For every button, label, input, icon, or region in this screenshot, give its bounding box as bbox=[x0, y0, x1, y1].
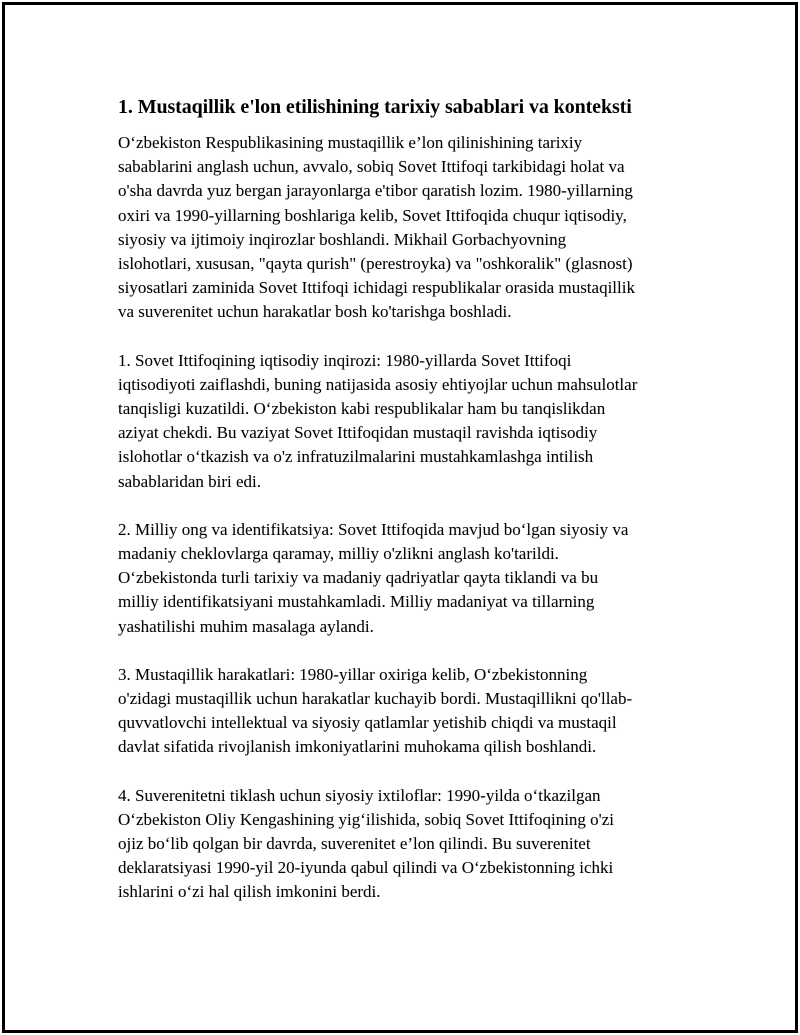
text-line: ojiz bo‘lib qolgan bir davrda, suverenitet e’lon qilindi. Bu suverenitet bbox=[118, 834, 591, 854]
intro-paragraph bbox=[118, 131, 698, 325]
text-line: quvvatlovchi intellektual va siyosiy qatlamlar yetishib chiqdi va mustaqil bbox=[118, 713, 617, 733]
text-line: islohotlar o‘tkazish va o'z infratuzilmalarini mustahkamlashga intilish bbox=[118, 447, 594, 467]
text-line: siyosiy va ijtimoiy inqirozlar boshlandi. Mikhail Gorbachyovning bbox=[118, 229, 567, 249]
text-line: sabablarini anglash uchun, avvalo, sobiq Sovet Ittifoqi tarkibidagi holat va bbox=[118, 157, 625, 177]
document-body bbox=[118, 94, 698, 929]
text-line: islohotlari, xususan, "qayta qurish" (perestroyka) va "oshkoralik" (glasnost) bbox=[118, 254, 633, 274]
text-line: iqtisodiyoti zaiflashdi, buning natijasida asosiy ehtiyojlar uchun mahsulotlar bbox=[118, 374, 638, 394]
point-2-paragraph bbox=[118, 518, 698, 639]
text-line: o'sha davrda yuz bergan jarayonlarga e'tibor qaratish lozim. 1980-yillarning bbox=[118, 181, 633, 201]
text-line: oxiri va 1990-yillarning boshlariga kelib, Sovet Ittifoqida chuqur iqtisodiy, bbox=[118, 205, 627, 225]
text-line: yashatilishi muhim masalaga aylandi. bbox=[118, 616, 374, 636]
text-line: O‘zbekistonda turli tarixiy va madaniy qadriyatlar qayta tiklandi va bu bbox=[118, 568, 599, 588]
text-line: o'zidagi mustaqillik uchun harakatlar kuchayib bordi. Mustaqillikni qo'llab- bbox=[118, 689, 633, 709]
text-line: 1. Sovet Ittifoqining iqtisodiy inqirozi: 1980-yillarda Sovet Ittifoqi bbox=[118, 350, 572, 370]
text-line: siyosatlari zaminida Sovet Ittifoqi ichidagi respublikalar orasida mustaqillik bbox=[118, 278, 635, 298]
text-line: madaniy cheklovlarga qaramay, milliy o'zlikni anglash ko'tarildi. bbox=[118, 544, 559, 564]
text-line: davlat sifatida rivojlanish imkoniyatlarini muhokama qilish boshlandi. bbox=[118, 737, 597, 757]
text-line: O‘zbekiston Respublikasining mustaqillik e’lon qilinishining tarixiy bbox=[118, 133, 583, 152]
section-heading: 1. Mustaqillik e'lon etilishining tarixiy sabablari va konteksti bbox=[118, 96, 632, 118]
point-1-paragraph bbox=[118, 349, 698, 494]
point-4-paragraph bbox=[118, 784, 698, 905]
point-3-paragraph bbox=[118, 663, 698, 760]
text-line: O‘zbekiston Oliy Kengashining yig‘ilishida, sobiq Sovet Ittifoqining o'zi bbox=[118, 809, 615, 829]
text-line: deklaratsiyasi 1990-yil 20-iyunda qabul qilindi va O‘zbekistonning ichki bbox=[118, 858, 614, 878]
text-line: tanqisligi kuzatildi. O‘zbekiston kabi respublikalar ham bu tanqislikdan bbox=[118, 399, 606, 419]
text-line: aziyat chekdi. Bu vaziyat Sovet Ittifoqidan mustaqil ravishda iqtisodiy bbox=[118, 423, 598, 443]
text-line: va suverenitet uchun harakatlar bosh ko'tarishga boshladi. bbox=[118, 302, 512, 322]
text-line: ishlarini o‘zi hal qilish imkonini berdi. bbox=[118, 882, 381, 902]
text-line: sabablaridan biri edi. bbox=[118, 471, 262, 491]
text-line: 2. Milliy ong va identifikatsiya: Sovet Ittifoqida mavjud bo‘lgan siyosiy va bbox=[118, 519, 629, 539]
text-line: 3. Mustaqillik harakatlari: 1980-yillar oxiriga kelib, O‘zbekistonning bbox=[118, 664, 588, 684]
text-line: 4. Suverenitetni tiklash uchun siyosiy ixtiloflar: 1990-yilda o‘tkazilgan bbox=[118, 785, 601, 805]
text-line: milliy identifikatsiyani mustahkamladi. Milliy madaniyat va tillarning bbox=[118, 592, 595, 612]
